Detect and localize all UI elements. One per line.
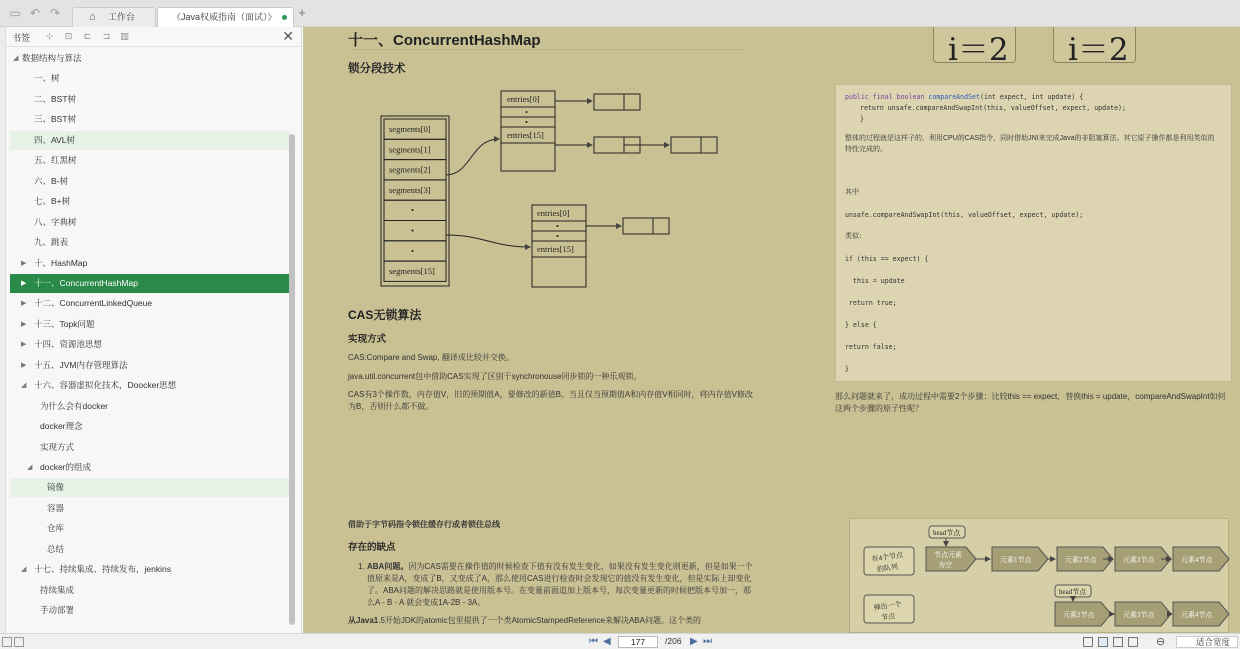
svg-text:head节点: head节点 bbox=[933, 529, 961, 537]
diagram-label: segments[1] bbox=[389, 144, 431, 155]
toc-label: 十四、资源池思想 bbox=[34, 339, 103, 350]
segment-diagram bbox=[373, 83, 723, 298]
svg-text:head节点: head节点 bbox=[1059, 588, 1087, 596]
cas-title: CAS无锁算法 bbox=[348, 308, 422, 322]
diagram-label: • bbox=[411, 205, 414, 216]
link-arrow bbox=[446, 139, 499, 175]
code-desc: 其中 bbox=[845, 189, 859, 196]
toc-label: 十、HashMap bbox=[34, 257, 88, 268]
diagram-label: entries[0] bbox=[537, 208, 570, 218]
toc-label: docker理念 bbox=[40, 421, 83, 432]
caret-down-icon[interactable]: ◢ bbox=[27, 464, 33, 471]
node-box bbox=[671, 137, 717, 153]
toc-label: 五、红黑树 bbox=[34, 155, 77, 166]
svg-text:元素2节点: 元素2节点 bbox=[1065, 556, 1097, 564]
diagram-label: entries[15] bbox=[537, 244, 574, 254]
new-tab-icon[interactable]: + bbox=[298, 5, 306, 20]
svg-text:的队列: 的队列 bbox=[876, 562, 899, 574]
toc-label: 一、树 bbox=[34, 73, 60, 84]
entry-cell bbox=[532, 221, 586, 231]
toc-item[interactable] bbox=[10, 581, 290, 600]
caret-right-icon[interactable]: ▶ bbox=[21, 300, 27, 308]
svg-text:元素3节点: 元素3节点 bbox=[1123, 611, 1155, 619]
caret-down-icon[interactable]: ◢ bbox=[21, 382, 27, 390]
book-view-icon[interactable] bbox=[1128, 637, 1138, 647]
bookmark-panel-header bbox=[6, 27, 302, 47]
paragraph: 值原来是A，变成了B，又变成了A，那么使用CAS进行检查时会发现它的值没有发生变化，但是实际上却变化 bbox=[367, 574, 752, 583]
toc-item[interactable] bbox=[10, 438, 290, 457]
zoom-out-icon[interactable]: ⊖ bbox=[1156, 636, 1166, 648]
paragraph: CAS:Compare and Swap, 翻译成比较并交换。 bbox=[348, 353, 514, 362]
unsaved-dot-icon bbox=[282, 15, 287, 20]
paragraph: 这两个步骤的原子性呢？ bbox=[835, 404, 923, 413]
toc-item[interactable] bbox=[10, 601, 290, 620]
edit-bookmark-icon[interactable]: ⊐ bbox=[102, 31, 111, 41]
tab-document[interactable] bbox=[157, 7, 294, 27]
link-arrow bbox=[446, 235, 530, 247]
svg-text:有4个节点: 有4个节点 bbox=[871, 551, 904, 564]
diagram-label: entries[0] bbox=[507, 94, 540, 104]
panel-toggle-icon[interactable] bbox=[2, 637, 12, 647]
diagram-label: • bbox=[525, 107, 528, 117]
entry-cell bbox=[532, 231, 586, 241]
section-title: 十一、ConcurrentHashMap bbox=[348, 32, 541, 49]
document-page bbox=[303, 27, 1240, 633]
toc-label: 三、BST树 bbox=[34, 114, 77, 125]
home-icon: ⌂ bbox=[89, 11, 96, 23]
diagram-label: segments[3] bbox=[389, 184, 431, 195]
toc-item[interactable] bbox=[10, 69, 290, 88]
code-block: public final boolean compareAndSet(int expect, int update) { return unsafe.compareAndSwapInt(this, valueOffset, expect, update); } 整体的过程就是这样子的，利用CPU的CAS指令，同时借助JNI来完成Java的非阻塞算法。其它原子操作都是利用类似的 特性完成的。 其中 unsafe.compareAndSwapInt(this, valueOffset, expect, update); 类似： if (this == expect) { this = update return true; } else { return false; } bbox=[835, 84, 1232, 382]
entry-cell bbox=[501, 117, 555, 127]
caret-right-icon[interactable]: ▶ bbox=[21, 279, 27, 287]
diagram-label: segments[0] bbox=[389, 124, 431, 134]
caret-right-icon[interactable]: ▶ bbox=[21, 341, 27, 349]
svg-text:元素1节点: 元素1节点 bbox=[1000, 556, 1032, 564]
entry-cell bbox=[501, 107, 555, 117]
toc-item[interactable] bbox=[10, 294, 290, 313]
diagram-label: • bbox=[556, 221, 559, 231]
toc-label: 实现方式 bbox=[40, 441, 75, 452]
toc-item[interactable] bbox=[10, 499, 290, 518]
toc-label: 八、字典树 bbox=[34, 216, 77, 227]
export-icon[interactable] bbox=[14, 637, 24, 647]
diagram-label: • bbox=[525, 117, 528, 127]
svg-text:为空: 为空 bbox=[938, 561, 952, 569]
toc-item[interactable] bbox=[10, 254, 290, 273]
status-bar bbox=[0, 633, 1240, 649]
toc-label: 十六、容器虚拟化技术，Doocker思想 bbox=[34, 380, 177, 391]
toc-item[interactable] bbox=[10, 233, 290, 252]
aba-paragraph: ABA问题。因为CAS需要在操作值的时候检查下值有没有发生变化，如果没有发生变化则更新，但是如果一个 bbox=[367, 562, 753, 571]
toc-label: 九、跳表 bbox=[34, 237, 69, 248]
flaw-title: 存在的缺点 bbox=[348, 542, 396, 553]
toc-label: 容器 bbox=[47, 502, 65, 513]
bus-note: 借助于字节码指令锁住缓存行或者锁住总线 bbox=[348, 520, 500, 529]
toc-label: 二、BST树 bbox=[34, 93, 77, 104]
toc-label: 十一、ConcurrentHashMap bbox=[34, 277, 138, 288]
toc-item[interactable] bbox=[10, 192, 290, 211]
redo-icon[interactable]: ↷ bbox=[49, 6, 61, 20]
tab-label: 工作台 bbox=[108, 12, 136, 22]
title-rule bbox=[348, 49, 746, 50]
page-number-input[interactable] bbox=[618, 636, 658, 648]
toc-item[interactable] bbox=[10, 49, 290, 68]
svg-text:弹出一个: 弹出一个 bbox=[873, 600, 903, 613]
code-desc: 类似： bbox=[845, 233, 866, 240]
toc-item[interactable] bbox=[10, 315, 290, 334]
toc-item[interactable] bbox=[10, 540, 290, 559]
paragraph: 了。ABA问题的解决思路就是使用版本号。在变量前面追加上版本号，每次变量更新的时候把版本号加一，那 bbox=[367, 586, 752, 595]
toc-item[interactable] bbox=[10, 519, 290, 538]
diagram-label: segments[15] bbox=[389, 266, 435, 277]
toc-item[interactable] bbox=[10, 560, 290, 579]
tab-label: 《Java权威指南（面试）》 bbox=[172, 12, 277, 22]
paragraph: 么A - B - A 就会变成1A-2B - 3A。 bbox=[367, 598, 486, 607]
diagram-label: segments[2] bbox=[389, 164, 431, 175]
queue-diagram bbox=[849, 518, 1229, 633]
double-page-view-icon[interactable] bbox=[1113, 637, 1123, 647]
formula-image-right: i＝2 bbox=[1053, 27, 1136, 63]
save-icon[interactable]: ▭ bbox=[9, 6, 21, 20]
toc-label: 六、B-树 bbox=[34, 175, 69, 186]
first-page-icon[interactable]: ⏮ bbox=[589, 636, 598, 647]
toc-label: 手动部署 bbox=[40, 605, 75, 616]
toc-label: 数据结构与算法 bbox=[22, 53, 82, 63]
diagram-label: • bbox=[411, 245, 414, 256]
single-page-view-icon[interactable] bbox=[1083, 637, 1093, 647]
toc-item[interactable] bbox=[10, 90, 290, 109]
caret-right-icon[interactable]: ▶ bbox=[21, 259, 27, 267]
toc-label: 十三、Topk问题 bbox=[34, 318, 95, 329]
toc-item[interactable] bbox=[10, 172, 290, 191]
svg-text:元素3节点: 元素3节点 bbox=[1123, 556, 1155, 564]
segment-array bbox=[381, 116, 449, 286]
toc-item[interactable] bbox=[10, 110, 290, 129]
svg-text:元素4节点: 元素4节点 bbox=[1181, 611, 1213, 619]
segment-cell bbox=[384, 200, 446, 220]
toc-item[interactable] bbox=[10, 335, 290, 354]
segment-cell bbox=[384, 221, 446, 241]
continuous-view-icon[interactable] bbox=[1098, 637, 1108, 647]
toc-item[interactable] bbox=[10, 397, 290, 416]
paragraph: 为B，否则什么都不做。 bbox=[348, 402, 434, 411]
toc-item[interactable] bbox=[10, 356, 290, 375]
paragraph: 那么问题就来了，成功过程中需要2个步骤：比较this == expect，替换this = update，compareAndSwapInt如何 bbox=[835, 392, 1226, 401]
svg-text:节点元素: 节点元素 bbox=[934, 551, 962, 559]
paragraph: java.util.concurrent包中借助CAS实现了区别于synchronouse同步锁的一种乐观锁。 bbox=[348, 372, 642, 381]
caret-right-icon[interactable]: ▶ bbox=[21, 320, 27, 328]
toc-item[interactable] bbox=[10, 274, 290, 293]
undo-icon[interactable]: ↶ bbox=[29, 6, 41, 20]
toc-label: 十五、JVM内存管理算法 bbox=[34, 359, 128, 370]
toc-label: 持续集成 bbox=[40, 584, 75, 595]
toc-item[interactable] bbox=[10, 131, 290, 150]
toc-label: 仓库 bbox=[47, 523, 65, 534]
svg-text:元素2节点: 元素2节点 bbox=[1063, 611, 1095, 619]
expand-icon[interactable]: ⊹ bbox=[45, 31, 54, 41]
formula-image-left: i＝2 bbox=[933, 27, 1016, 63]
delete-icon[interactable]: ▥ bbox=[120, 31, 129, 41]
toc-label: 总结 bbox=[47, 543, 65, 554]
subsection-title: 锁分段技术 bbox=[348, 63, 406, 75]
node-box bbox=[594, 94, 640, 110]
prev-page-icon[interactable]: ◀ bbox=[603, 636, 611, 647]
list-bullet: 1. bbox=[358, 562, 365, 571]
toc-label: 四、AVL树 bbox=[34, 134, 75, 145]
toc-item[interactable] bbox=[10, 417, 290, 436]
caret-right-icon[interactable]: ▶ bbox=[21, 361, 27, 369]
panel-title: 书签 bbox=[12, 33, 31, 43]
diagram-label: • bbox=[411, 225, 414, 236]
impl-title: 实现方式 bbox=[348, 334, 387, 345]
caret-down-icon[interactable]: ◢ bbox=[21, 566, 27, 574]
toc-label: 为什么会有docker bbox=[40, 400, 109, 411]
add-bookmark-icon[interactable]: ⊏ bbox=[83, 31, 92, 41]
sidebar-scrollbar[interactable] bbox=[289, 134, 295, 625]
toc-item[interactable] bbox=[10, 458, 290, 477]
close-icon[interactable]: ✕ bbox=[282, 28, 294, 44]
title-bar bbox=[0, 0, 1240, 27]
toc-label: docker的组成 bbox=[40, 462, 92, 472]
toc-label: 十二、ConcurrentLinkedQueue bbox=[34, 298, 153, 309]
toc-item[interactable] bbox=[10, 151, 290, 170]
collapse-icon[interactable]: ⊡ bbox=[64, 31, 73, 41]
java15-paragraph: 从Java1.5开始JDK的atomic包里提供了一个类AtomicStampedReference来解决ABA问题。这个类的 bbox=[348, 616, 701, 625]
queue-diagram-svg bbox=[850, 519, 1230, 633]
paragraph: CAS有3个操作数，内存值V，旧的预期值A，要修改的新值B。当且仅当预期值A和内存值V相同时，将内存值V修改 bbox=[348, 390, 753, 399]
zoom-select[interactable]: 适合宽度 bbox=[1176, 636, 1238, 648]
tab-workbench[interactable] bbox=[72, 7, 156, 27]
next-page-icon[interactable]: ▶ bbox=[690, 636, 698, 647]
toc-label: 镜像 bbox=[47, 482, 65, 493]
toc-item[interactable] bbox=[10, 376, 290, 395]
last-page-icon[interactable]: ⏭ bbox=[703, 636, 712, 647]
toc-item[interactable] bbox=[10, 478, 290, 497]
code-desc: 整体的过程就是这样子的，利用CPU的CAS指令，同时借助JNI来完成Java的非阻塞算法。其它原子操作都是利用类似的 bbox=[845, 135, 1215, 142]
page-total: /206 bbox=[665, 636, 682, 646]
segment-cell bbox=[384, 241, 446, 261]
toc-item[interactable] bbox=[10, 213, 290, 232]
toc-label: 七、B+树 bbox=[34, 196, 71, 207]
code-desc: 特性完成的。 bbox=[845, 146, 887, 153]
toc-label: 十七、持续集成、持续发布，jenkins bbox=[34, 564, 171, 575]
diagram-label: • bbox=[556, 231, 559, 241]
svg-text:元素4节点: 元素4节点 bbox=[1181, 556, 1213, 564]
bookmark-panel bbox=[6, 27, 302, 633]
node-box bbox=[623, 218, 669, 234]
diagram-label: entries[15] bbox=[507, 130, 544, 140]
caret-down-icon[interactable]: ◢ bbox=[13, 55, 19, 62]
svg-text:节点: 节点 bbox=[880, 612, 896, 623]
